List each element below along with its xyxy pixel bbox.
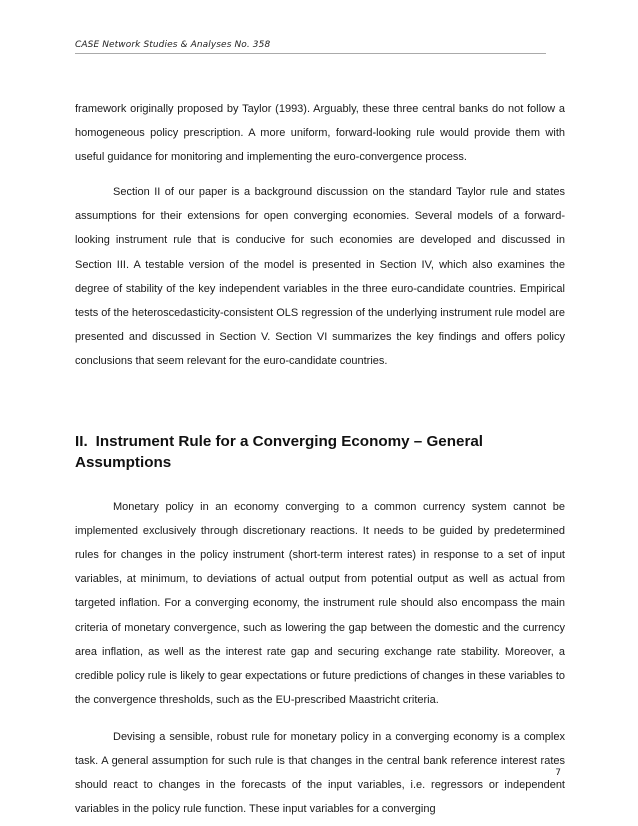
section-heading	[75, 431, 565, 473]
header-rule	[75, 53, 546, 54]
section-number: II.	[75, 433, 88, 451]
section-title: Instrument Rule for a Converging Economy – General Assumptions	[75, 433, 484, 472]
paragraph-monetary-policy: Monetary policy in an economy converging to a common currency system cannot be implemented exclusively through discretionary reactions. It needs to be guided by predetermined rules for changes in the policy instrument (short-term interest rates) in response to a set of input variables, at minimum, to deviations of actual output from potential output as well as actual from targeted inflation. For a converging economy, the instrument rule should also encompass the main criteria of monetary convergence, such as lowering the gap between the domestic and the currency area inflation, as well as the interest rate gap and securing exchange rate stability. Moreover, a credible policy rule is likely to gear expectations or future predictions of changes in these variables to the convergence thresholds, such as the EU-prescribed Maastricht criteria.	[75, 501, 565, 706]
page-number: 7	[555, 768, 561, 778]
paragraph-devising-rule: Devising a sensible, robust rule for monetary policy in a converging economy is a complex task. A general assumption for such rule is that changes in the central bank reference interest rates should react to changes in the forecasts of the input variables, i.e. regressors or independent variables in the policy rule function. These input variables for a converging	[75, 730, 565, 816]
paragraph-continuation: framework originally proposed by Taylor (1993). Arguably, these three central banks do not follow a homogeneous policy prescription. A more uniform, forward-looking rule would provide them with useful guidance for monitoring and implementing the euro-convergence process.	[75, 103, 565, 164]
body-text	[75, 97, 565, 821]
running-header: CASE Network Studies & Analyses No. 358	[75, 40, 271, 50]
paragraph-paper-outline: Section II of our paper is a background discussion on the standard Taylor rule and states assumptions for their extensions for open converging economies. Several models of a forward-looking instrument rule that is conducive for such economies are developed and discussed in Section III. A testable version of the model is presented in Section IV, which also examines the degree of stability of the key independent variables in the three euro-candidate countries. Empirical tests of the heteroscedasticity-consistent OLS regression of the underlying instrument rule model are presented and discussed in Section V. Section VI summarizes the key findings and offers policy conclusions that seem relevant for the euro-candidate countries.	[75, 186, 565, 367]
